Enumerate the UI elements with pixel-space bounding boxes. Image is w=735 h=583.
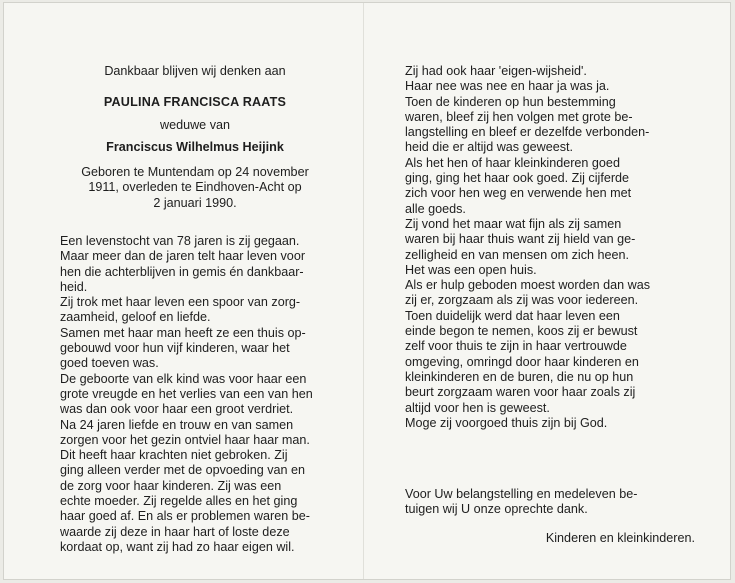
body-line: Toen duidelijk werd dat haar leven een	[405, 308, 620, 323]
intro-line: Dankbaar blijven wij denken aan	[104, 64, 286, 78]
body-line: heid.	[60, 279, 88, 294]
deceased-name: PAULINA FRANCISCA RAATS	[103, 95, 287, 109]
body-line: zich voor hen weg en verwende hen met	[405, 186, 632, 201]
body-line: De geboorte van elk kind was voor haar een	[60, 371, 307, 386]
body-line: Toen de kinderen op hun bestemming	[405, 94, 616, 109]
body-line: zij er, zorgzaam als zij was voor iedereen.	[405, 293, 639, 308]
birth-death-line: 1911, overleden te Eindhoven-Acht op	[88, 180, 302, 195]
widow-of-line: weduwe van	[159, 118, 230, 132]
body-line: Als er hulp geboden moest worden dan was	[405, 278, 651, 293]
body-line: hen die achterblijven in gemis én dankbaar-	[60, 264, 304, 279]
thanks-line: Voor Uw belangstelling en medeleven be-	[405, 487, 638, 501]
body-line: Moge zij voorgoed thuis zijn bij God.	[405, 415, 608, 430]
body-line: Een levenstocht van 78 jaren is zij gegaan.	[60, 234, 300, 248]
thanks-line: tuigen wij U onze oprechte dank.	[405, 502, 588, 517]
body-line: Zij had ook haar 'eigen-wijsheid'.	[405, 64, 587, 78]
body-line: beurt zorgzaam waren voor haar zoals zij	[405, 385, 636, 400]
body-line: kleinkinderen en de buren, die nu op hun	[405, 369, 634, 384]
body-line: ging, ging het haar ook goed. Zij cijferde	[405, 171, 630, 186]
body-line: kordaat op, want zij had zo haar eigen wil.	[60, 539, 295, 554]
body-line: gebouwd voor hun vijf kinderen, waar het	[60, 341, 290, 356]
birth-death-line: 2 januari 1990.	[153, 195, 237, 210]
body-line: omgeving, omringd door haar kinderen en	[405, 354, 639, 369]
body-line: was dan ook voor haar een groot verdriet.	[60, 402, 294, 417]
body-line: Samen met haar man heeft ze een thuis op-	[60, 325, 306, 340]
body-line: Na 24 jaren liefde en trouw en van samen	[60, 417, 294, 432]
body-line: zelligheid en van mensen om zich heen.	[405, 247, 630, 262]
body-line: zaamheid, geloof en liefde.	[60, 310, 211, 325]
body-line: langstelling en bleef er dezelfde verbonden-	[405, 125, 650, 140]
body-line: Als het hen of haar kleinkinderen goed	[405, 155, 620, 170]
body-line: ging alleen verder met de opvoeding van en	[60, 463, 306, 478]
body-line: Zij vond het maar wat fijn als zij samen	[405, 216, 622, 231]
body-line: goed toeven was.	[60, 356, 159, 371]
thanks-block	[405, 487, 695, 518]
body-line: Maar meer dan de jaren telt haar leven voor	[60, 249, 306, 264]
body-line: waren, bleef zij hen volgen met grote be-	[405, 109, 633, 124]
body-line: echte moeder. Zij regelde alles en het ging	[60, 494, 298, 509]
body-line: alle goeds.	[405, 201, 466, 216]
husband-name: Franciscus Wilhelmus Heijink	[106, 140, 284, 154]
body-line: Zij trok met haar leven een spoor van zorg-	[60, 295, 301, 310]
body-line: waren bij haar thuis want zij hield van ge-	[405, 232, 636, 247]
body-line: altijd voor hen is geweest.	[405, 400, 550, 415]
body-line: Het was een open huis.	[405, 262, 537, 277]
body-line: waarde zij deze in haar hart of loste deze	[60, 524, 290, 539]
left-body-text	[60, 234, 330, 555]
birth-death-block	[60, 165, 330, 211]
birth-death-line: Geboren te Muntendam op 24 november	[81, 165, 309, 179]
right-body-text	[405, 64, 695, 431]
body-line: de zorg voor haar kinderen. Zij was een	[60, 478, 282, 493]
body-line: zorgen voor het gezin ontviel haar haar man.	[60, 432, 310, 447]
body-line: Haar nee was nee en haar ja was ja.	[405, 79, 610, 94]
body-line: haar goed af. En als er problemen waren be-	[60, 509, 310, 524]
body-line: grote vreugde en het verlies van een van hen	[60, 386, 313, 401]
body-line: heid die er altijd was geweest.	[405, 140, 574, 155]
body-line: zelf voor thuis te zijn in haar vertrouwde	[405, 339, 627, 354]
signature: Kinderen en kleinkinderen.	[545, 531, 695, 545]
card-fold	[363, 3, 364, 579]
body-line: Dit heeft haar krachten niet gebroken. Zij	[60, 448, 288, 463]
body-line: einde begon te nemen, koos zij er bewust	[405, 324, 638, 339]
